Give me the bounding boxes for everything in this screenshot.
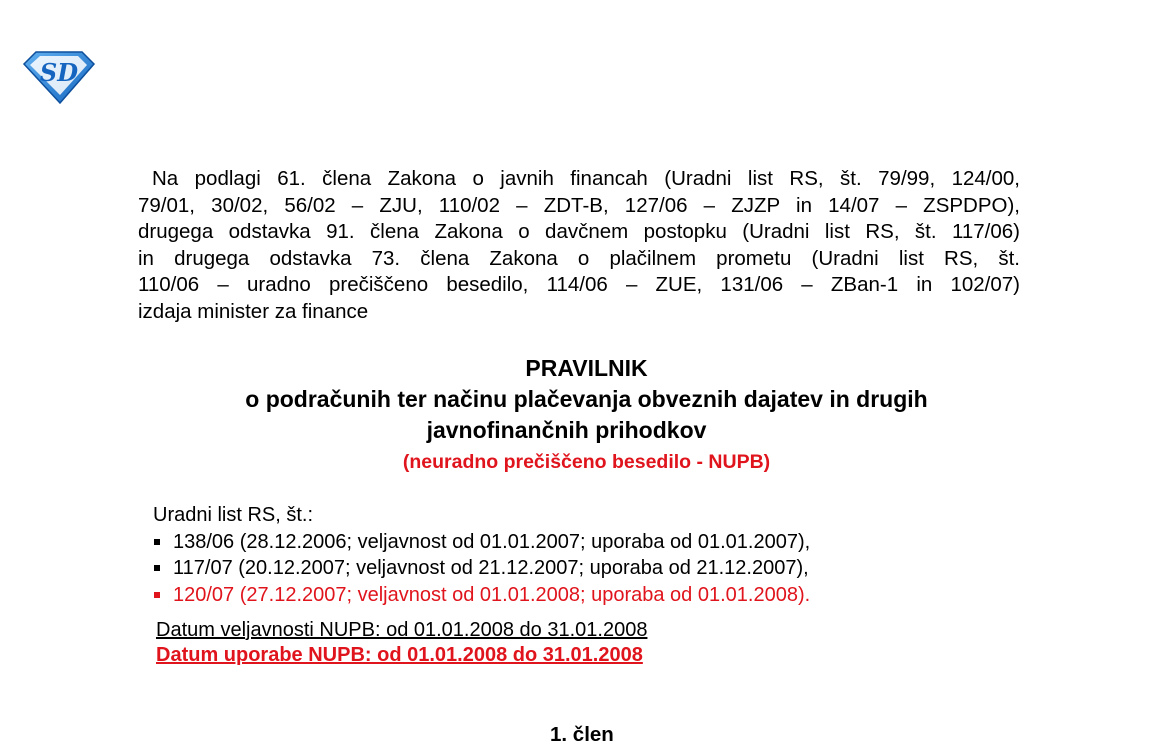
- application-date: Datum uporabe NUPB: od 01.01.2008 do 31.01.2008: [156, 644, 643, 666]
- square-bullet-icon: [154, 565, 160, 571]
- sd-shield-logo-icon: [22, 50, 96, 104]
- svg-text:SD: SD: [39, 58, 79, 87]
- square-bullet-icon: [154, 592, 160, 598]
- intro-line: 79/01, 30/02, 56/02 – ZJU, 110/02 – ZDT-B, 127/06 – ZJZP in 14/07 – ZSPDPO),: [138, 193, 1020, 217]
- article-heading: 1. člen: [550, 723, 614, 746]
- document-subtitle-line1: o podračunih ter načinu plačevanja obveznih dajatev in drugih: [245, 386, 928, 412]
- unofficial-consolidated-note: (neuradno prečiščeno besedilo - NUPB): [402, 451, 771, 473]
- gazette-item-text: 120/07 (27.12.2007; veljavnost od 01.01.2008; uporaba od 01.01.2008).: [173, 583, 811, 606]
- validity-date: Datum veljavnosti NUPB: od 01.01.2008 do 31.01.2008: [156, 619, 648, 641]
- gazette-heading: Uradni list RS, št.:: [153, 504, 314, 526]
- gazette-item: [153, 529, 810, 556]
- intro-paragraph: [138, 166, 1020, 326]
- nupb-dates: [156, 618, 647, 668]
- document-title: PRAVILNIK: [525, 355, 648, 381]
- gazette-item-highlighted: [153, 582, 810, 609]
- square-bullet-icon: [154, 539, 160, 545]
- intro-line: Na podlagi 61. člena Zakona o javnih financah (Uradni list RS, št. 79/99, 124/00,: [152, 167, 1020, 190]
- intro-line: 110/06 – uradno prečiščeno besedilo, 114/06 – ZUE, 131/06 – ZBan-1 in 102/07): [138, 273, 1020, 297]
- gazette-item-text: 117/07 (20.12.2007; veljavnost od 21.12.2007; uporaba od 21.12.2007),: [173, 557, 809, 579]
- intro-line: izdaja minister za finance: [138, 299, 369, 323]
- gazette-item-text: 138/06 (28.12.2006; veljavnost od 01.01.2007; uporaba od 01.01.2007),: [173, 530, 811, 553]
- gazette-references: [153, 502, 810, 608]
- intro-line: drugega odstavka 91. člena Zakona o davčnem postopku (Uradni list RS, št. 117/06): [138, 220, 1020, 244]
- intro-line: in drugega odstavka 73. člena Zakona o plačilnem prometu (Uradni list RS, št.: [138, 246, 1020, 270]
- gazette-item: [153, 555, 810, 582]
- gazette-list: [153, 529, 810, 609]
- document-subtitle-line2: javnofinančnih prihodkov: [426, 417, 707, 443]
